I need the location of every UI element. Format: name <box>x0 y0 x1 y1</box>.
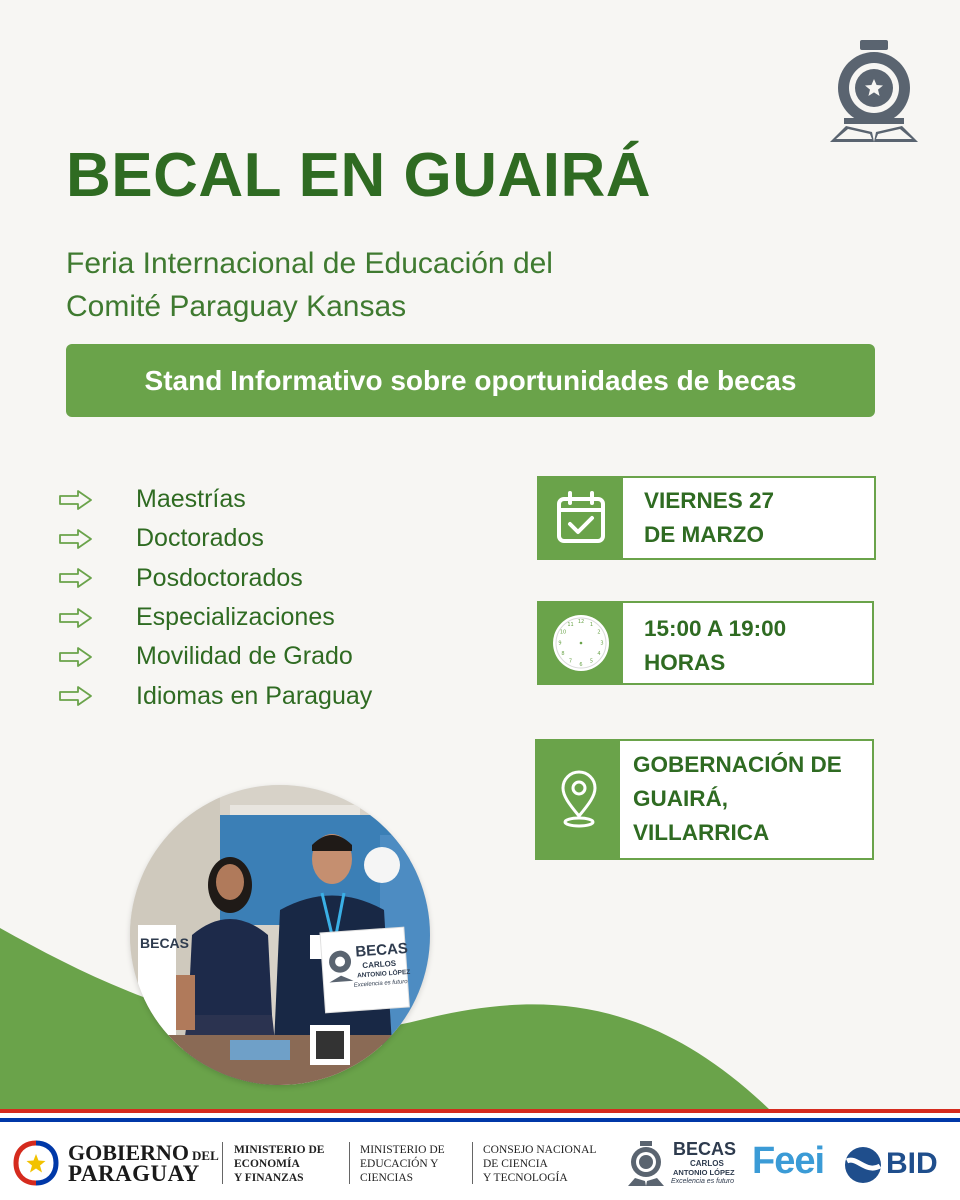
place-text <box>633 748 842 850</box>
ministerio-educacion <box>360 1143 445 1185</box>
event-photo-illustration <box>130 785 430 1085</box>
ministerio-economia <box>234 1143 324 1185</box>
economia-line-2: ECONOMÍA <box>234 1158 300 1170</box>
educacion-line-3: CIENCIAS <box>360 1172 414 1184</box>
gobierno-line-2: PARAGUAY <box>68 1161 200 1186</box>
flag-stripe <box>0 1109 960 1122</box>
time-text <box>644 612 786 680</box>
footer-divider <box>472 1142 473 1184</box>
educacion-line-1: MINISTERIO DE <box>360 1144 445 1156</box>
program-list <box>58 480 372 716</box>
time-line-1: 15:00 A 19:00 <box>644 616 787 641</box>
svg-text:2: 2 <box>597 629 601 636</box>
svg-text:1: 1 <box>589 621 594 628</box>
event-photo <box>130 785 430 1085</box>
feei-logo: Feei <box>752 1140 825 1182</box>
list-item <box>58 676 372 715</box>
list-item <box>58 598 372 637</box>
conacyt <box>483 1143 596 1185</box>
date-box <box>537 476 876 560</box>
arrow-right-icon <box>58 567 94 589</box>
gobierno-word: GOBIERNO <box>68 1140 190 1165</box>
svg-text:9: 9 <box>558 640 562 647</box>
place-icon-panel <box>537 741 620 858</box>
svg-text:5: 5 <box>589 658 594 665</box>
date-line-2: DE MARZO <box>644 522 764 547</box>
program-label: Doctorados <box>136 524 264 553</box>
becal-logo-icon <box>826 38 922 148</box>
bid-logo-icon <box>842 1146 884 1184</box>
becas-tagline: Excelencia es futuro <box>671 1178 735 1185</box>
stand-banner-label: Stand Informativo sobre oportunidades de becas <box>144 364 797 396</box>
sign-line-2: ANTONIO LÓPEZ <box>356 968 411 980</box>
program-label: Maestrías <box>136 485 246 514</box>
conacyt-line-2: DE CIENCIA <box>483 1158 548 1170</box>
conacyt-line-1: CONSEJO NACIONAL <box>483 1144 597 1156</box>
date-line-1: VIERNES 27 <box>644 488 775 513</box>
educacion-line-2: EDUCACIÓN Y <box>360 1158 439 1170</box>
footer-divider <box>222 1142 223 1184</box>
list-item <box>58 480 372 519</box>
svg-text:6: 6 <box>579 662 583 668</box>
calendar-icon <box>556 491 606 545</box>
svg-text:3: 3 <box>600 640 604 647</box>
date-icon-panel <box>539 478 623 558</box>
arrow-right-icon <box>58 489 94 511</box>
sign-line-1: CARLOS <box>362 958 397 971</box>
paraguay-seal-icon <box>10 1139 62 1187</box>
place-line-2: GUAIRÁ, <box>633 786 728 811</box>
economia-line-1: MINISTERIO DE <box>234 1144 325 1156</box>
arrow-right-icon <box>58 528 94 550</box>
arrow-right-icon <box>58 685 94 707</box>
gobierno-del: DEL <box>192 1148 219 1163</box>
becas-logo-icon <box>626 1140 666 1188</box>
arrow-right-icon <box>58 646 94 668</box>
page-title: BECAL EN GUAIRÁ <box>66 141 652 210</box>
svg-text:12: 12 <box>577 619 585 625</box>
svg-text:11: 11 <box>567 621 574 628</box>
svg-text:4: 4 <box>597 651 601 657</box>
footer-divider <box>349 1142 350 1184</box>
time-line-2: HORAS <box>644 650 726 675</box>
program-label: Movilidad de Grado <box>136 642 353 671</box>
program-label: Idiomas en Paraguay <box>136 681 373 710</box>
svg-text:10: 10 <box>559 629 567 636</box>
economia-line-3: Y FINANZAS <box>234 1172 304 1184</box>
bid-logo-text: BID <box>886 1147 938 1180</box>
list-item <box>58 559 372 598</box>
time-icon-panel <box>539 603 623 683</box>
location-pin-icon <box>559 770 599 830</box>
list-item <box>58 519 372 558</box>
program-label: Posdoctorados <box>136 563 303 592</box>
place-box <box>535 739 874 860</box>
sign-brand: BECAS <box>354 939 409 961</box>
arrow-right-icon <box>58 607 94 629</box>
place-line-1: GOBERNACIÓN DE <box>633 752 842 777</box>
conacyt-line-3: Y TECNOLOGÍA <box>483 1172 568 1184</box>
place-line-3: VILLARRICA <box>633 820 770 845</box>
clock-icon <box>551 613 611 673</box>
svg-text:8: 8 <box>561 651 565 657</box>
subtitle-line-1: Feria Internacional de Educación del <box>66 247 553 280</box>
date-text <box>644 484 774 552</box>
program-label: Especializaciones <box>136 603 335 632</box>
becas-line-2: ANTONIO LÓPEZ <box>673 1168 735 1177</box>
becas-line-1: CARLOS <box>690 1159 724 1168</box>
subtitle-line-2: Comité Paraguay Kansas <box>66 290 407 323</box>
stand-banner <box>66 344 875 417</box>
left-sign-text: BECAS <box>140 935 190 951</box>
becas-brand: BECAS <box>673 1139 737 1159</box>
list-item <box>58 637 372 676</box>
sign-tagline: Excelencia es futuro <box>353 979 408 989</box>
time-box <box>537 601 874 685</box>
svg-text:7: 7 <box>568 658 573 665</box>
